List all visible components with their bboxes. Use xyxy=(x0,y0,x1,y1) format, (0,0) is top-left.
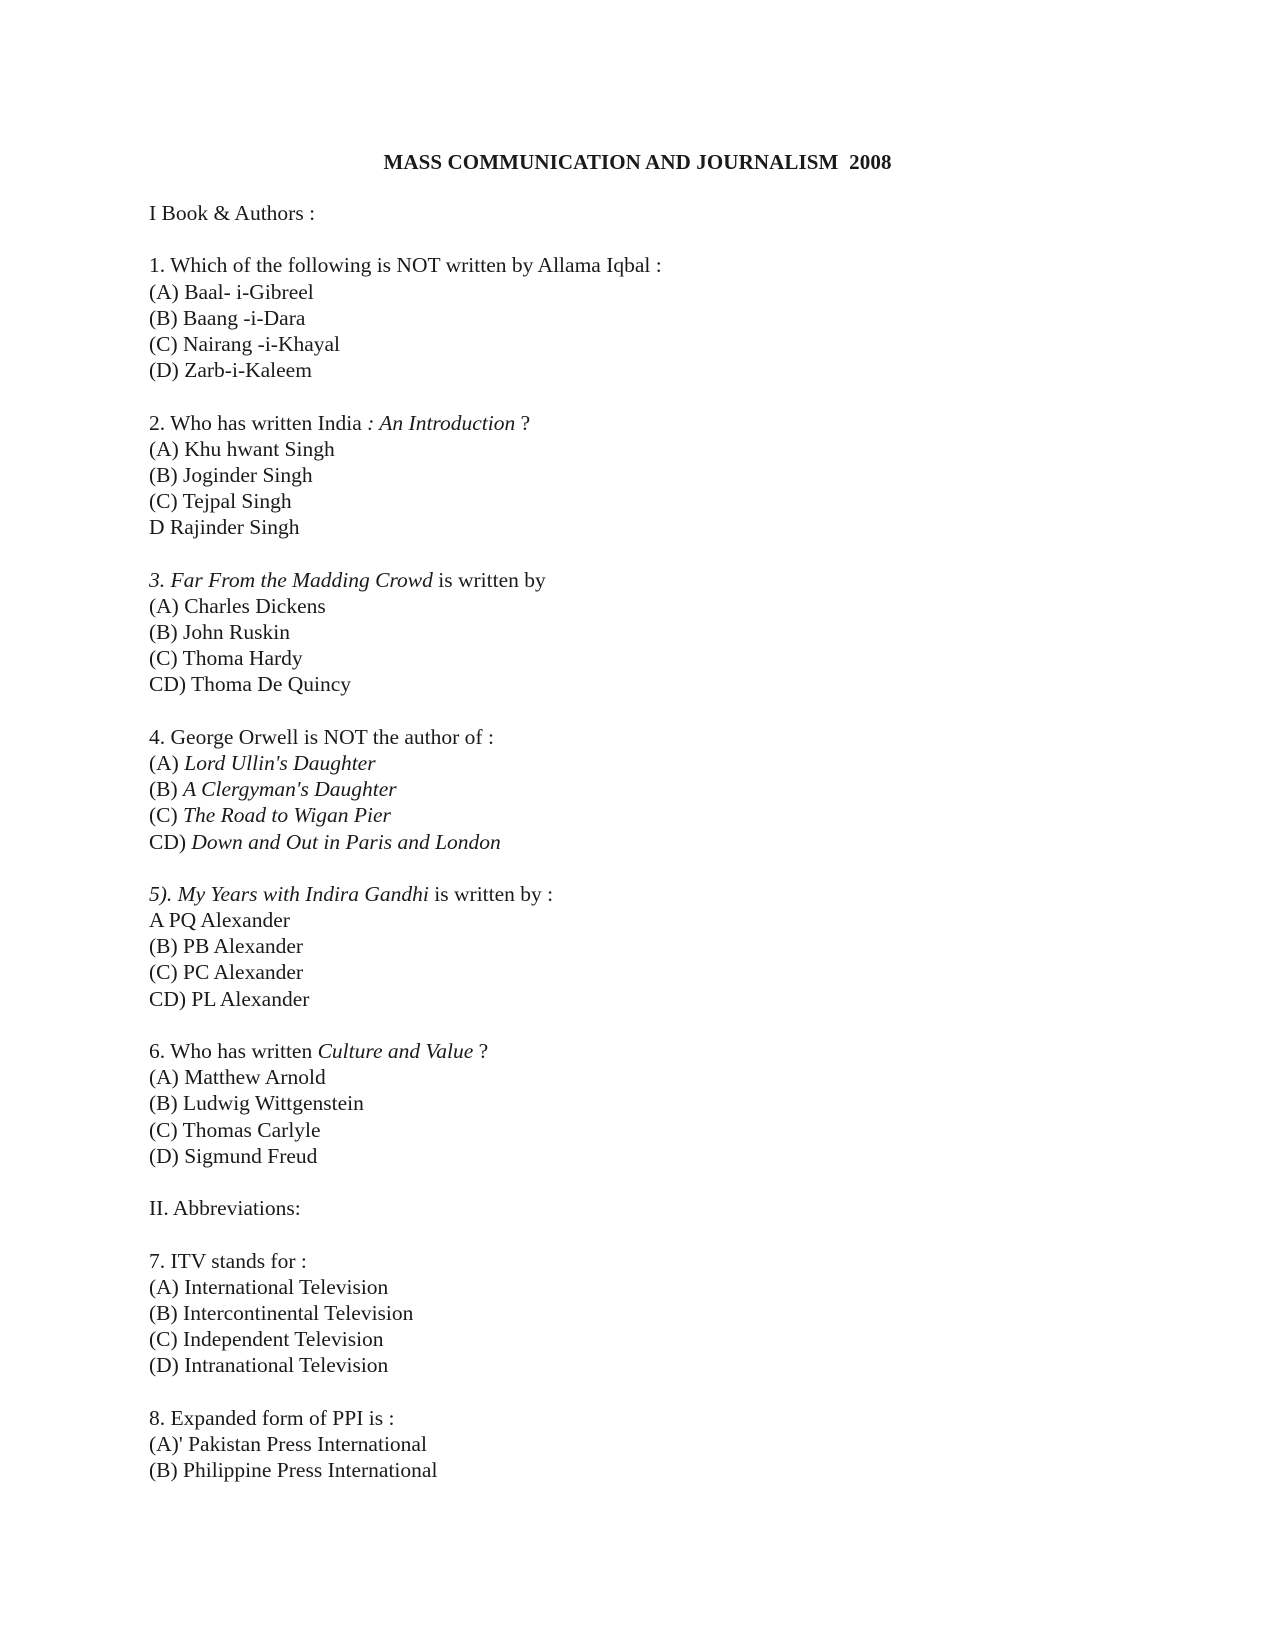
question-7 xyxy=(149,1248,1149,1379)
option-b: (B) Philippine Press International xyxy=(149,1458,438,1482)
option-d: CD) PL Alexander xyxy=(149,986,310,1011)
option-label: (C) xyxy=(149,803,184,828)
option-a: (A) Charles Dickens xyxy=(149,593,326,618)
book-title: 5). My Years with Indira Gandhi xyxy=(149,881,429,906)
option-b: (B) Joginder Singh xyxy=(149,462,313,487)
question-text: 4. George Orwell is NOT the author of : xyxy=(149,724,494,749)
question-text: 1. Which of the following is NOT written by Allama Iqbal : xyxy=(149,253,662,278)
option-a: (A) Khu hwant Singh xyxy=(149,436,335,461)
option-c: (C) PC Alexander xyxy=(149,960,304,985)
option-d: (D) Intranational Television xyxy=(149,1353,389,1378)
option-d: CD) Thoma De Quincy xyxy=(149,672,352,697)
option-b: (B) Intercontinental Television xyxy=(149,1300,414,1325)
option-label: (B) xyxy=(149,777,184,802)
option-c: (C) Thomas Carlyle xyxy=(149,1117,321,1142)
option-label: CD) xyxy=(149,829,192,854)
book-title: A Clergyman's Daughter xyxy=(183,777,397,802)
option-b: (B) Baang -i-Dara xyxy=(149,305,306,330)
option-label: (A) xyxy=(149,750,185,775)
question-6 xyxy=(149,1038,1149,1169)
question-text-end: is written by : xyxy=(428,881,554,906)
question-text-end: is written by xyxy=(432,567,546,592)
question-1 xyxy=(149,252,1149,383)
question-text xyxy=(149,567,1149,593)
book-title: Culture and Value xyxy=(317,1039,474,1063)
option-d xyxy=(149,829,1149,855)
book-title: : An Introduction xyxy=(367,410,516,435)
book-title: 3. Far From the Madding Crowd xyxy=(149,567,433,592)
option-c: (C) Thoma Hardy xyxy=(149,646,303,671)
option-b: (B) John Ruskin xyxy=(149,620,290,644)
option-d: (D) Sigmund Freud xyxy=(149,1143,318,1168)
option-b xyxy=(149,776,1149,802)
question-text xyxy=(149,881,1149,907)
question-text-end: ? xyxy=(515,410,531,435)
question-text-start: 2. Who has written India xyxy=(149,410,368,435)
question-5 xyxy=(149,881,1149,1012)
document-body xyxy=(149,200,1149,1483)
question-4 xyxy=(149,724,1149,855)
option-a: A PQ Alexander xyxy=(149,908,290,933)
question-text xyxy=(149,410,1149,436)
section-heading-books: I Book & Authors : xyxy=(149,201,316,225)
page-title: MASS COMMUNICATION AND JOURNALISM 2008 xyxy=(383,150,892,174)
option-c xyxy=(149,802,1149,828)
option-b: (B) PB Alexander xyxy=(149,934,304,959)
book-title: The Road to Wigan Pier xyxy=(183,803,391,828)
question-3 xyxy=(149,567,1149,698)
question-8 xyxy=(149,1405,1149,1484)
option-c: (C) Nairang -i-Khayal xyxy=(149,331,341,356)
option-d: D Rajinder Singh xyxy=(149,515,300,540)
option-a: (A) International Television xyxy=(149,1274,389,1299)
book-title: Lord Ullin's Daughter xyxy=(184,750,376,775)
option-a: (A)' Pakistan Press International xyxy=(149,1431,427,1456)
question-text: 7. ITV stands for : xyxy=(149,1248,307,1273)
question-text: 8. Expanded form of PPI is : xyxy=(149,1405,395,1430)
option-b: (B) Ludwig Wittgenstein xyxy=(149,1091,364,1116)
option-d: (D) Zarb-i-Kaleem xyxy=(149,358,312,383)
question-2 xyxy=(149,410,1149,541)
question-text-start: 6. Who has written xyxy=(149,1039,318,1063)
option-c: (C) Independent Television xyxy=(149,1327,384,1352)
book-title: Down and Out in Paris and London xyxy=(191,829,501,854)
question-text xyxy=(149,1038,1149,1064)
section-heading-abbreviations: II. Abbreviations: xyxy=(149,1196,301,1221)
question-text-end: ? xyxy=(473,1039,489,1063)
option-a: (A) Baal- i-Gibreel xyxy=(149,279,314,304)
option-a: (A) Matthew Arnold xyxy=(149,1065,326,1090)
option-c: (C) Tejpal Singh xyxy=(149,489,292,514)
option-a xyxy=(149,750,1149,776)
